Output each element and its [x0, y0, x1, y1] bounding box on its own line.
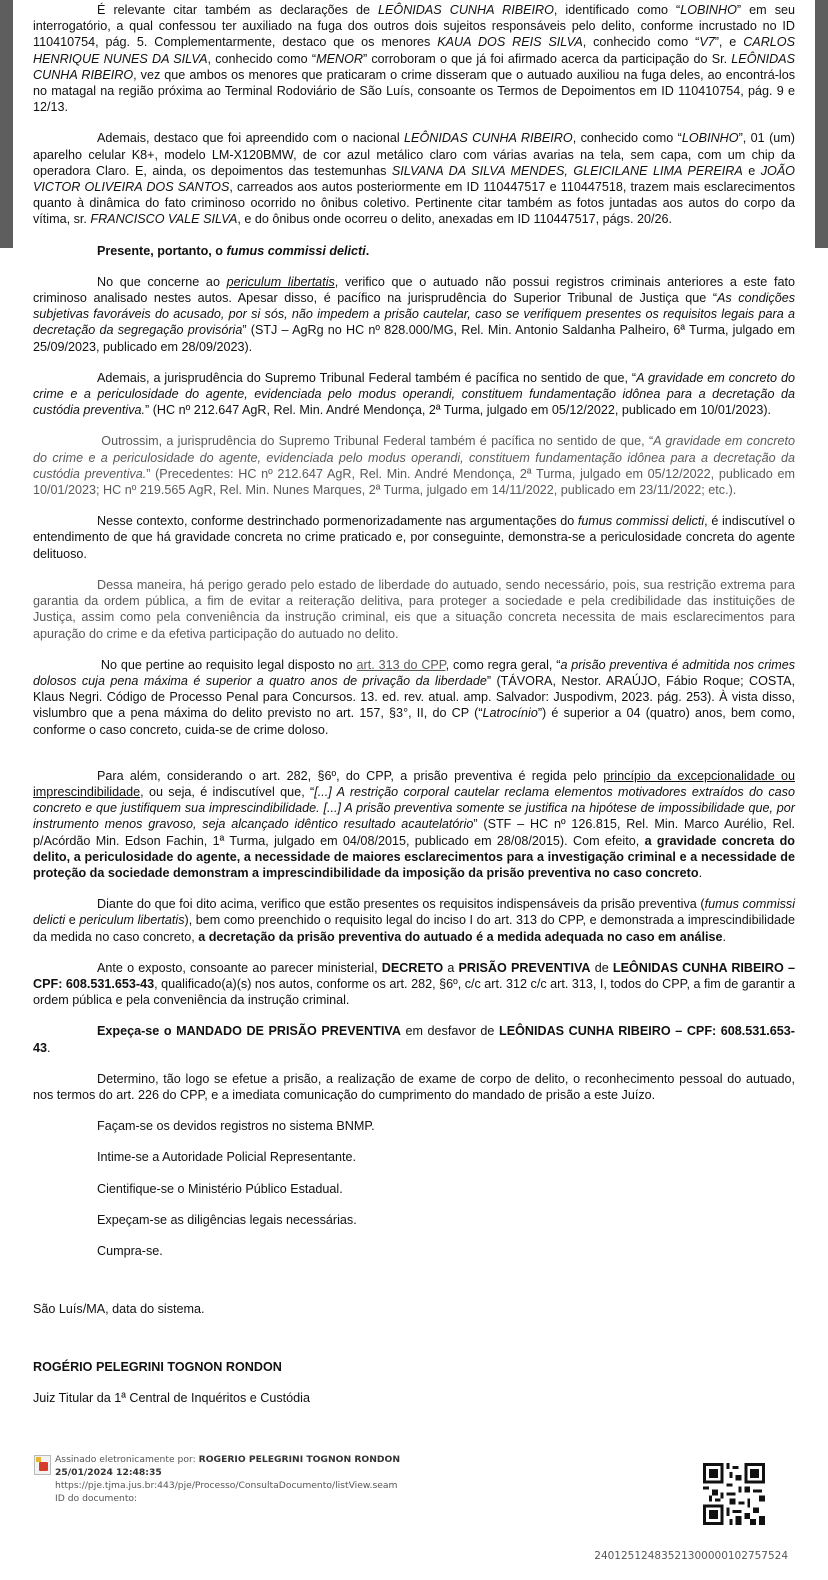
doc-id-label: ID do documento: — [55, 1493, 138, 1504]
order-expecam: Expeçam-se as diligências legais necessárias. — [97, 1212, 357, 1227]
order-intime: Intime-se a Autoridade Policial Representante. — [97, 1150, 357, 1165]
signature-footer — [34, 1453, 814, 1505]
qr-code-icon — [703, 1463, 765, 1525]
document-page — [33, 0, 795, 1406]
judge-name — [33, 1359, 795, 1375]
signer-name: ROGERIO PELEGRINI TOGNON RONDON — [198, 1454, 401, 1465]
p3-term: fumus commissi delicti — [226, 243, 366, 258]
paragraph-4: No que concerne ao periculum libertatis, verifico que o autuado não possui registros criminais anteriores a este fato criminoso analisado nestes autos. Apesar disso, é pacífico na jurisprudência do Superior Tribunal de Justiça que “As condições subjetivas favoráveis do acusado, por si sós, não impedem a prisão cautelar, caso se verifiquem presentes os requisitos legais para a decretação da segregação provisória” (STJ – AgRg no HC nº 828.000/MG, Rel. Min. Antonio Saldanha Palheiro, 6ª Turma, julgado em 25/09/2023, publicado em 28/09/2023). — [33, 274, 796, 354]
paragraph-6: Outrossim, a jurisprudência do Supremo Tribunal Federal também é pacífica no sentido de que, “A gravidade em concreto do crime e a periculosidade do agente, evidenciada pelo modus operandi, constituem fundamentação idônea para a decretação da custódia preventiva.” (Precedentes: HC nº 212.647 AgR, Rel. Min. André Mendonça, 2ª Turma, julgado em 05/12/2022, publicado em 10/01/2023; HC nº 219.565 AgR, Rel. Min. Nunes Marques, 2ª Turma, julgado em 14/11/2022, publicado em 23/11/2022; etc.). — [33, 434, 795, 498]
paragraph-11: Diante do que foi dito acima, verifico que estão presentes os requisitos indispensáveis da prisão preventiva (fumus commissi delicti e periculum libertatis), bem como preenchido o requisito legal do inciso I do art. 313 do CPP, e demonstrada a imprescindibilidade da medida no caso concreto, a decretação da prisão preventiva do autuado é a medida adequada no caso em análise. — [33, 897, 796, 944]
paragraph-1: É relevante citar também as declarações de LEÔNIDAS CUNHA RIBEIRO, identificado como “LOBINHO” em seu interrogatório, a qual confessou ter auxiliado na fuga dos outros dois sujeitos responsáveis pelo delito, conforme incrustado no ID 110410754, pág. 5. Complementarmente, destaco que os menores KAUA DOS REIS SILVA, conhecido como “V7”, e CARLOS HENRIQUE NUNES DA SILVA, conhecido como “MENOR” corroboram o que já foi afirmado acerca da participação do Sr. LEÔNIDAS CUNHA RIBEIRO, vez que ambos os menores que praticaram o crime disseram que o autuado auxiliou na fuga deles, ao encontrá-los no matagal na região próxima ao Terminal Rodoviário de São Luís, consoante os Termos de Depoimentos em ID 110410754, pág. 9 e 12/13. — [33, 3, 796, 115]
place-date: São Luís/MA, data do sistema. — [33, 1302, 205, 1317]
order-cumpra: Cumpra-se. — [97, 1243, 163, 1258]
order-cientifique: Cientifique-se o Ministério Público Estadual. — [97, 1181, 343, 1196]
paragraph-2: Ademais, destaco que foi apreendido com o nacional LEÔNIDAS CUNHA RIBEIRO, conhecido como “LOBINHO”, 01 (um) aparelho celular K8+, modelo LM-X120BMW, de cor azul metálico claro com várias avarias na tela, sem capa, com um chip da operadora Claro. E, ainda, os depoimentos das testemunhas SILVANA DA SILVA MENDES, GLEICILANE LIMA PEREIRA e JOÃO VICTOR OLIVEIRA DOS SANTOS, carreados aos autos posteriormente em ID 110447517 e 110447518, trazem mais esclarecimentos quanto à dinâmica do fato criminoso ocorrido no ônibus coletivo. Pertinente citar também as fotos juntadas aos autos do corpo da vítima, sr. FRANCISCO VALE SILVA, e do ônibus onde ocorreu o delito, anexadas em ID 110447517, págs. 20/26. — [33, 131, 795, 227]
verification-url[interactable]: https://pje.tjma.jus.br:443/pje/Processo/ConsultaDocumento/listView.seam — [55, 1480, 398, 1491]
signed-at: 25/01/2024 12:48:35 — [55, 1467, 162, 1478]
order-bnmp: Façam-se os devidos registros no sistema BNMP. — [97, 1119, 375, 1134]
document-number: 24012512483521300000102757524 — [594, 1550, 788, 1562]
p3-end: . — [365, 243, 370, 258]
judge-name-text: ROGÉRIO PELEGRINI TOGNON RONDON — [33, 1360, 282, 1375]
pdf-icon — [34, 1455, 51, 1475]
paragraph-10: Para além, considerando o art. 282, §6º, do CPP, a prisão preventiva é regida pelo princípio da excepcionalidade ou imprescindibilidade, ou seja, é indiscutível que, “[...] A restrição corporal cautelar reclama elementos motivadores extraídos do caso concreto e que justifiquem sua imprescindibilidade. [...] A prisão preventiva somente se justifica na hipótese de impossibilidade que, por instrumento menos gravoso, seja alcançado idêntico resultado acautelatório” (STF – HC nº 126.815, Rel. Min. Marco Aurélio, Rel. p/Acórdão Min. Edson Fachin, 1ª Turma, julgado em 04/08/2015, publicado em 28/08/2015). Com efeito, a gravidade concreta do delito, a periculosidade do agente, a necessidade de maiores esclarecimentos para a investigação criminal e a necessidade de proteção da sociedade demonstram a imprescindibilidade da imposição da prisão preventiva no caso concreto. — [33, 768, 796, 880]
paragraph-7: Nesse contexto, conforme destrinchado pormenorizadamente nas argumentações do fumus commissi delicti, é indiscutível o entendimento de que há gravidade concreta no crime praticado e, por conseguinte, demonstra-se a periculosidade concreta do agente delituoso. — [33, 514, 795, 561]
paragraph-5: Ademais, a jurisprudência do Supremo Tribunal Federal também é pacífica no sentido de que, “A gravidade em concreto do crime e a periculosidade do agente, evidenciada pelo modus operandi, constituem fundamentação idônea para a decretação da custódia preventiva.” (HC nº 212.647 AgR, Rel. Min. André Mendonça, 2ª Turma, julgado em 05/12/2022, publicado em 10/01/2023). — [33, 370, 795, 418]
paragraph-8: Dessa maneira, há perigo gerado pelo estado de liberdade do autuado, sendo necessário, pois, sua restrição extrema para garantia da ordem pública, a fim de evitar a reiteração delitiva, para proteger a sociedade e pela credibilidade das instituições de Justiça, assim como pela conveniência da instrução criminal, eis que a situação concreta necessita de mais esclarecimentos para apuração do crime e da efetiva participação do autuado no delito. — [33, 577, 795, 641]
p3-text: Presente, portanto, o — [97, 243, 227, 258]
paragraph-14: Determino, tão logo se efetue a prisão, a realização de exame de corpo de delito, o reconhecimento pessoal do autuado, nos termos do art. 226 do CPP, e a imediata comunicação do cumprimento do mandado de prisão a este Juízo. — [33, 1071, 795, 1102]
left-scroll-gutter — [0, 0, 13, 248]
paragraph-3 — [33, 243, 795, 259]
signed-label: Assinado eletronicamente por: — [55, 1454, 199, 1465]
paragraph-9: No que pertine ao requisito legal disposto no art. 313 do CPP, como regra geral, “a prisão preventiva é admitida nos crimes dolosos cuja pena máxima é superior a quatro anos de privação da liberdade” (TÁVORA, Nestor. ARAÚJO, Fábio Roque; COSTA, Klaus Negri. Código de Processo Penal para Concursos. 13. ed. rev. atual. amp. Salvador: Juspodivm, 2023. pág. 253). À vista disso, vislumbro que a pena máxima do delito previsto no art. 157, §3°, II, do CP (“Latrocínio”) é superior a 04 (quatro) anos, bem como, conforme o caso concreto, cuida-se de crime doloso. — [33, 657, 796, 737]
judge-title: Juiz Titular da 1ª Central de Inquéritos e Custódia — [33, 1390, 310, 1405]
right-scroll-gutter — [815, 0, 828, 248]
paragraph-12: Ante o exposto, consoante ao parecer ministerial, DECRETO a PRISÃO PREVENTIVA de LEÔNIDAS CUNHA RIBEIRO – CPF: 608.531.653-43, qualificado(a)(s) nos autos, conforme os art. 282, §6º, c/c art. 312 c/c art. 313, I, todos do CPP, a fim de garantir a ordem pública e pela conveniência da instrução criminal. — [33, 960, 796, 1008]
paragraph-13: Expeça-se o MANDADO DE PRISÃO PREVENTIVA em desfavor de LEÔNIDAS CUNHA RIBEIRO – CPF: 608.531.653-43. — [33, 1024, 795, 1055]
